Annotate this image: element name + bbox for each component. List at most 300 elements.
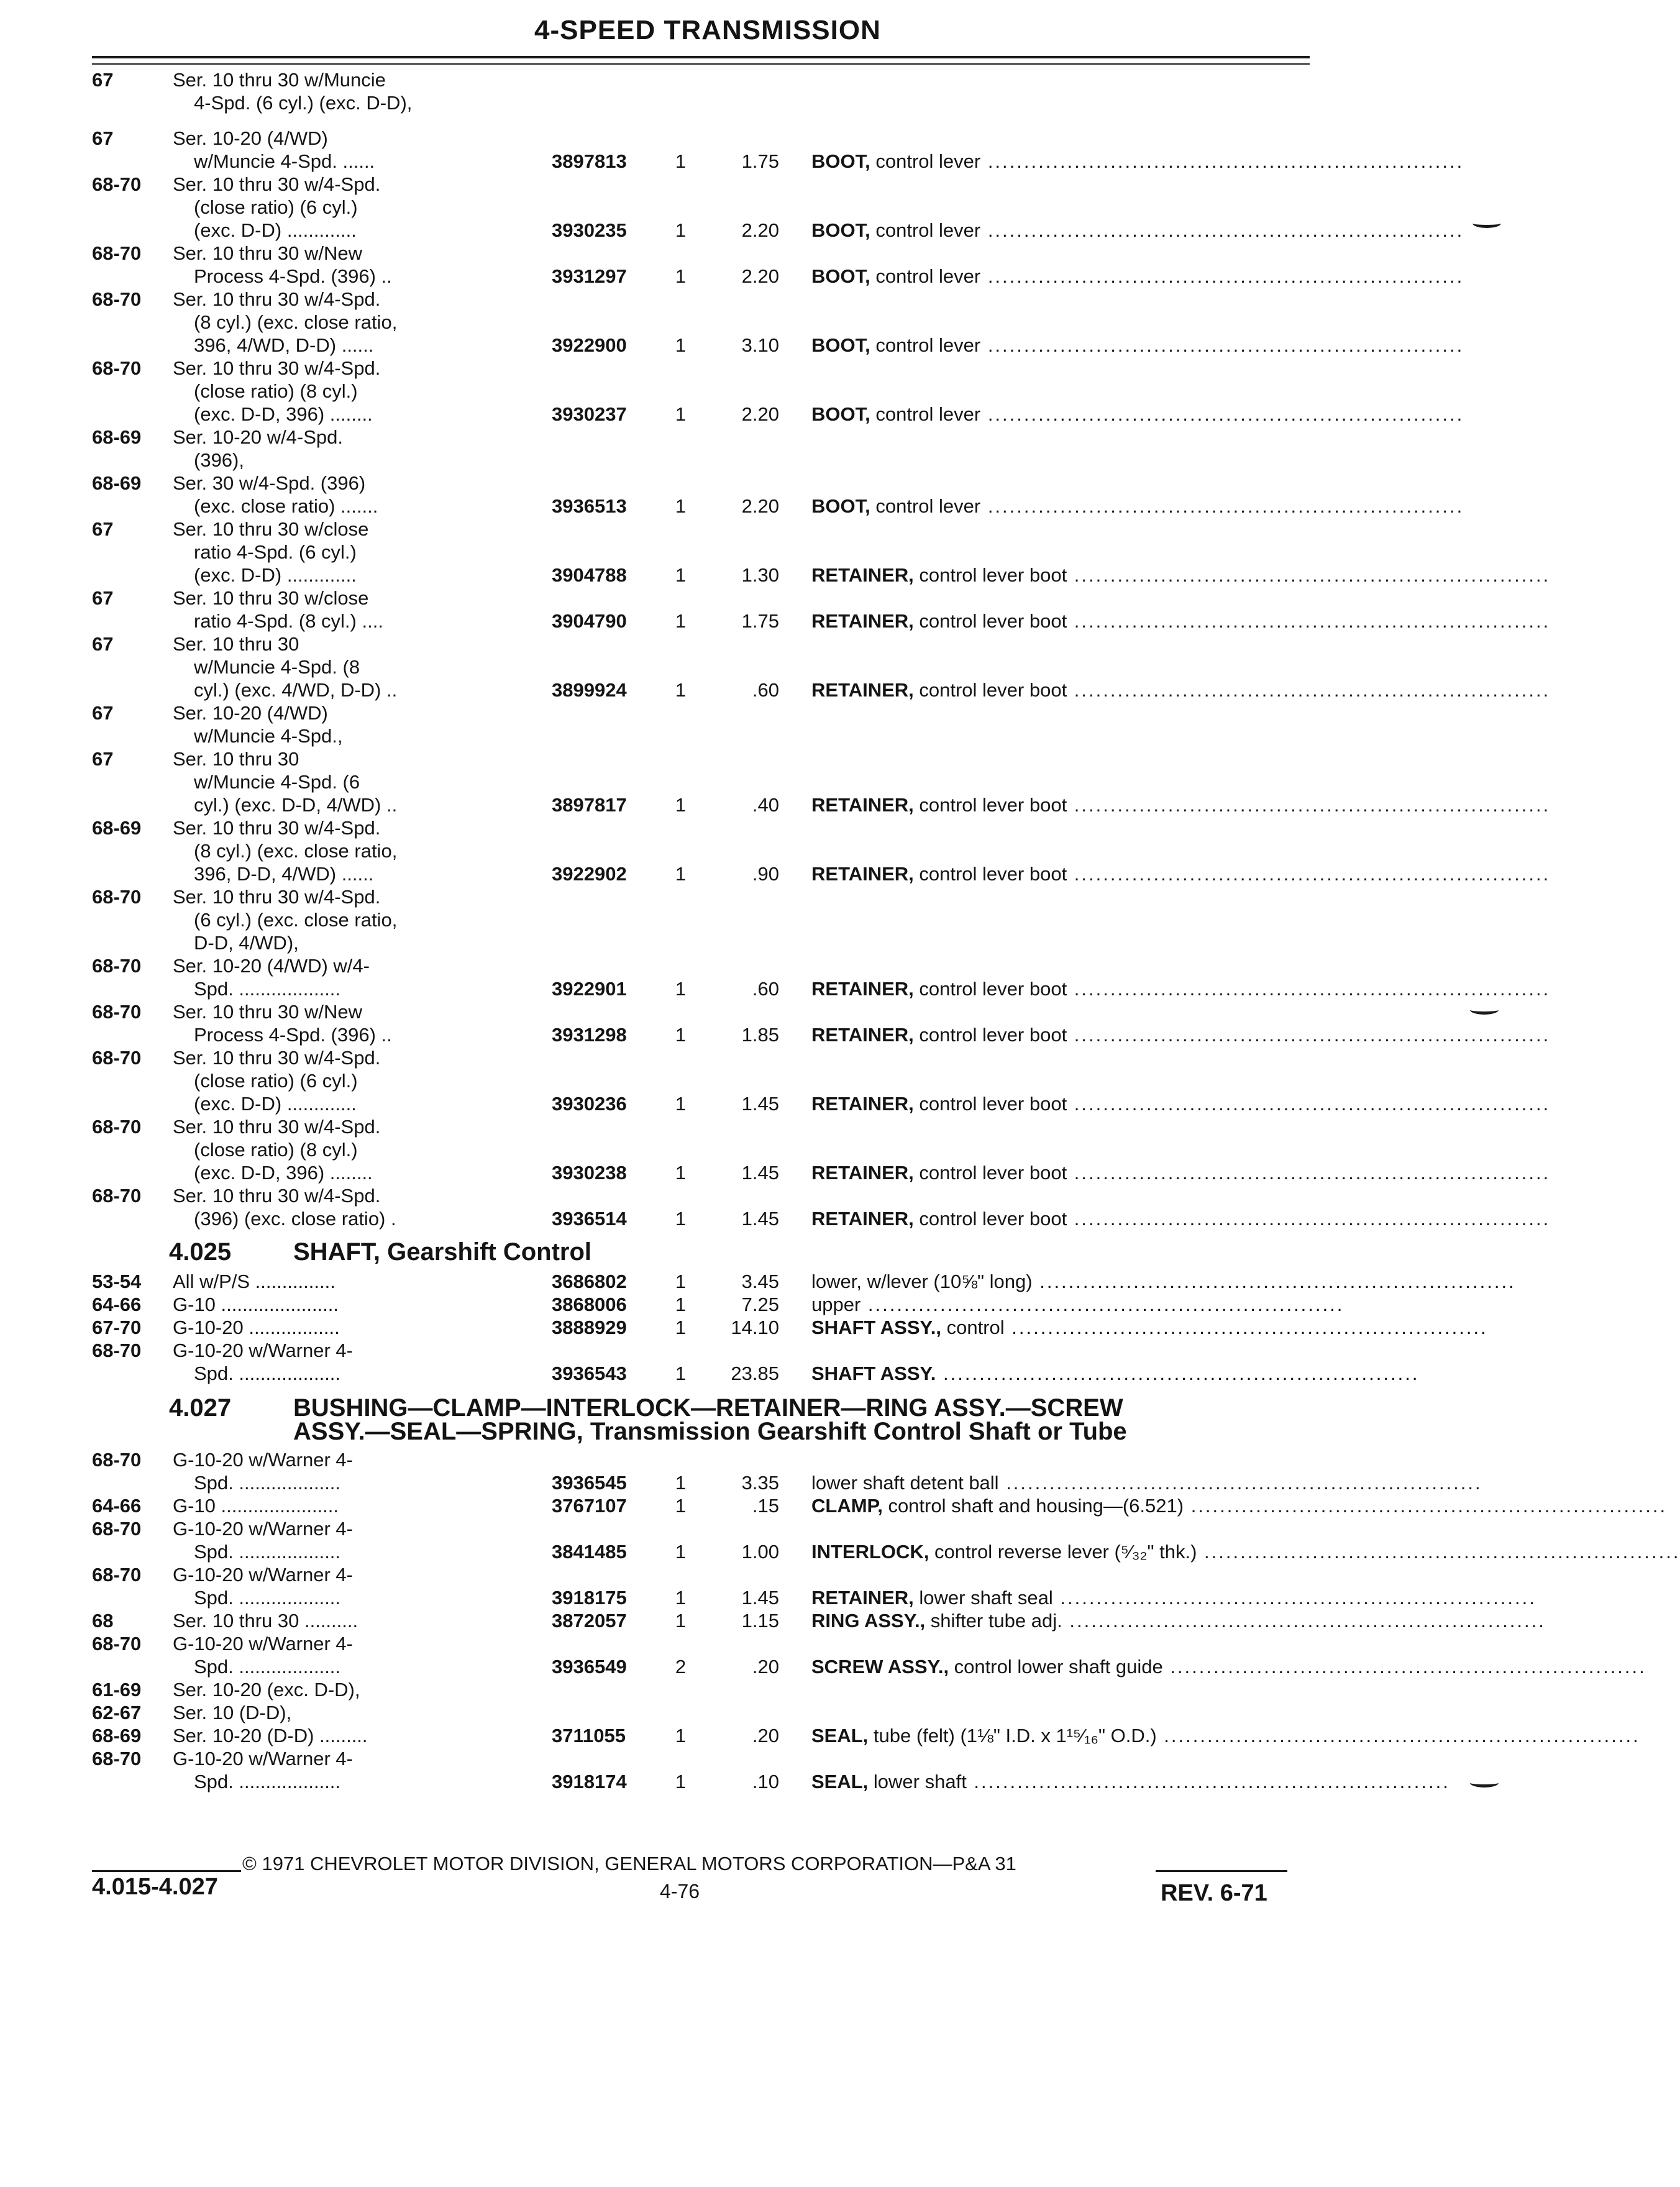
part-description xyxy=(794,1471,1533,1494)
part-description xyxy=(794,1339,1533,1362)
control-shaft-hardware-rows xyxy=(0,1448,1680,1793)
quantity: 1 xyxy=(675,1771,687,1792)
leader-dots: .................................................................. xyxy=(1067,1024,1551,1046)
quantity xyxy=(654,1069,707,1092)
part-row xyxy=(0,219,1571,242)
part-row xyxy=(0,1069,1571,1092)
model-years xyxy=(92,862,173,885)
model-years: 68-69 xyxy=(92,472,142,494)
quantity xyxy=(654,587,707,610)
model-years: 68-69 xyxy=(92,817,142,839)
part-number xyxy=(552,724,654,747)
model-years: 68-70 xyxy=(92,1047,142,1069)
application: Ser. 10 thru 30 w/4-Spd. xyxy=(173,173,381,195)
part-description xyxy=(794,173,1533,196)
part-row xyxy=(0,1207,1571,1230)
list-price xyxy=(707,472,794,495)
list-price xyxy=(707,1339,794,1362)
quantity xyxy=(654,196,707,219)
part-detail: control lever xyxy=(870,150,981,172)
list-price: 1.45 xyxy=(741,1162,779,1184)
leader-dots: .................................................................. xyxy=(1032,1271,1516,1292)
part-detail: control lever boot xyxy=(913,1093,1067,1115)
part-number xyxy=(552,839,654,862)
part-row xyxy=(0,196,1571,219)
part-row xyxy=(0,173,1571,196)
list-price: 1.45 xyxy=(741,1093,779,1115)
part-description xyxy=(794,1517,1533,1540)
part-name: RETAINER, xyxy=(811,610,914,632)
part-row xyxy=(0,1609,1571,1632)
application: (exc. D-D, 396) ........ xyxy=(194,1162,373,1184)
quantity: 1 xyxy=(675,1271,687,1292)
part-description xyxy=(794,885,1533,908)
part-row xyxy=(0,127,1571,150)
part-number xyxy=(552,1632,654,1655)
application: Process 4-Spd. (396) .. xyxy=(194,1024,392,1046)
part-number xyxy=(552,1069,654,1092)
part-number xyxy=(552,1701,654,1724)
quantity xyxy=(654,885,707,908)
quantity xyxy=(654,288,707,311)
model-years: 68-70 xyxy=(92,1449,142,1471)
part-name: CLAMP, xyxy=(811,1495,883,1517)
part-row xyxy=(0,380,1571,403)
part-detail: lower shaft seal xyxy=(913,1587,1053,1609)
binder-hole-mark xyxy=(1472,219,1501,228)
part-name: RETAINER, xyxy=(811,1024,914,1046)
leader-dots: .................................................................. xyxy=(936,1363,1420,1384)
application: (8 cyl.) (exc. close ratio, xyxy=(194,311,398,333)
application: Ser. 10 thru 30 w/Muncie xyxy=(173,69,386,91)
part-description xyxy=(794,541,1533,564)
leader-dots: .................................................................. xyxy=(966,1771,1450,1792)
part-detail: control lower shaft guide xyxy=(949,1656,1163,1678)
model-years: 68-70 xyxy=(92,1116,142,1138)
application: w/Muncie 4-Spd., xyxy=(194,725,343,747)
application: cyl.) (exc. 4/WD, D-D) .. xyxy=(194,679,398,701)
list-price: .60 xyxy=(752,679,779,701)
quantity: 1 xyxy=(675,610,687,632)
part-number: 3931298 xyxy=(552,1024,627,1046)
list-price xyxy=(707,68,794,91)
list-price xyxy=(707,587,794,610)
model-years xyxy=(92,1207,173,1230)
part-description xyxy=(794,334,1533,357)
section-code: 4.025 xyxy=(169,1238,232,1266)
quantity xyxy=(654,518,707,541)
part-row xyxy=(0,1339,1571,1362)
part-detail: control lever boot xyxy=(913,863,1067,885)
model-years: 68-70 xyxy=(92,1748,142,1769)
part-description xyxy=(794,1316,1533,1339)
list-price: 2.20 xyxy=(741,219,779,241)
list-price: .15 xyxy=(752,1495,779,1517)
leader-dots: .................................................................. xyxy=(1067,564,1551,586)
footer-revision: REV. 6-71 xyxy=(1161,1880,1267,1906)
part-row xyxy=(0,793,1571,816)
model-years: 64-66 xyxy=(92,1294,142,1315)
model-years xyxy=(92,541,173,564)
quantity: 1 xyxy=(675,564,687,586)
list-price: 3.45 xyxy=(741,1271,779,1292)
leader-dots: .................................................................. xyxy=(980,334,1464,356)
part-row xyxy=(0,288,1571,311)
quantity: 1 xyxy=(675,1294,687,1315)
part-description xyxy=(794,449,1533,472)
application: Ser. 10 thru 30 w/4-Spd. xyxy=(173,886,381,908)
list-price: 2.20 xyxy=(741,495,779,517)
leader-dots: .................................................................. xyxy=(861,1294,1344,1315)
quantity xyxy=(654,1115,707,1138)
model-years xyxy=(92,1586,173,1609)
list-price xyxy=(707,885,794,908)
part-number xyxy=(552,311,654,334)
part-detail: tube (felt) (1⅛" I.D. x 1¹⁵⁄₁₆" O.D.) xyxy=(868,1725,1157,1746)
part-row xyxy=(0,885,1571,908)
header-rule xyxy=(92,56,1310,58)
part-name: RETAINER, xyxy=(811,564,914,586)
model-years: 53-54 xyxy=(92,1271,142,1292)
part-number: 3922902 xyxy=(552,863,627,885)
part-description xyxy=(794,1362,1533,1385)
application: Ser. 10-20 (D-D) ......... xyxy=(173,1725,368,1746)
leader-dots: .................................................................. xyxy=(1067,1093,1551,1115)
list-price xyxy=(707,518,794,541)
part-number xyxy=(552,931,654,954)
list-price xyxy=(707,1138,794,1161)
section-title-line1: BUSHING—CLAMP—INTERLOCK—RETAINER—RING ASSY.—SCREW xyxy=(293,1394,1123,1422)
part-row xyxy=(0,1316,1571,1339)
quantity xyxy=(654,1046,707,1069)
part-number xyxy=(552,1046,654,1069)
parts-listing xyxy=(0,68,1680,1793)
quantity: 1 xyxy=(675,1495,687,1517)
model-years xyxy=(92,931,173,954)
quantity xyxy=(654,701,707,724)
part-name: BOOT, xyxy=(811,334,870,356)
quantity xyxy=(654,1701,707,1724)
quantity xyxy=(654,311,707,334)
leader-dots: .................................................................. xyxy=(1067,610,1551,632)
part-row xyxy=(0,1092,1571,1115)
quantity: 1 xyxy=(675,863,687,885)
application: Spd. ................... xyxy=(194,1472,341,1494)
part-detail: control xyxy=(941,1317,1005,1338)
part-description xyxy=(794,495,1533,518)
section-4025-heading xyxy=(0,1239,1571,1265)
part-name: RETAINER, xyxy=(811,794,914,816)
part-description xyxy=(794,724,1533,747)
part-detail: lower, w/lever (10⅝" long) xyxy=(811,1271,1033,1292)
part-number: 3930237 xyxy=(552,403,627,425)
model-years xyxy=(92,265,173,288)
part-description xyxy=(794,426,1533,449)
part-detail: control shaft and housing—(6.521) xyxy=(882,1495,1184,1517)
part-number: 3922900 xyxy=(552,334,627,356)
part-row xyxy=(0,724,1571,747)
part-row xyxy=(0,518,1571,541)
part-description xyxy=(794,1701,1533,1724)
part-number: 3930238 xyxy=(552,1162,627,1184)
section-code: 4.027 xyxy=(169,1394,232,1422)
part-row xyxy=(0,242,1571,265)
application: 396, 4/WD, D-D) ...... xyxy=(194,334,374,356)
quantity xyxy=(654,1563,707,1586)
footer-page-number: 4-76 xyxy=(660,1880,700,1902)
model-years: 67 xyxy=(92,587,114,609)
part-description xyxy=(794,1161,1551,1184)
quantity xyxy=(654,1517,707,1540)
part-name: RETAINER, xyxy=(811,1162,914,1184)
application: Ser. 10 thru 30 w/4-Spd. xyxy=(173,1185,381,1207)
part-description xyxy=(794,1724,1640,1747)
part-name: RETAINER, xyxy=(811,1208,914,1230)
part-row xyxy=(0,1000,1571,1023)
list-price: 7.25 xyxy=(741,1294,779,1315)
model-years: 68-70 xyxy=(92,288,142,310)
part-detail: control lever xyxy=(870,265,981,287)
footer-rule-right xyxy=(1156,1870,1287,1872)
part-name: SHAFT ASSY., xyxy=(811,1317,941,1338)
quantity xyxy=(654,908,707,931)
part-description xyxy=(794,1207,1551,1230)
list-price xyxy=(707,816,794,839)
part-description xyxy=(794,1586,1536,1609)
part-detail: control lever boot xyxy=(913,978,1067,1000)
part-description xyxy=(794,564,1551,587)
application: Ser. 10-20 (4/WD) xyxy=(173,702,328,724)
model-years xyxy=(92,908,173,931)
quantity xyxy=(654,1678,707,1701)
part-number xyxy=(552,954,654,977)
part-row xyxy=(0,150,1571,173)
list-price xyxy=(707,770,794,793)
quantity xyxy=(654,127,707,150)
part-description xyxy=(794,380,1533,403)
part-row xyxy=(0,954,1571,977)
model-years: 68-70 xyxy=(92,1564,142,1586)
part-description xyxy=(794,770,1533,793)
quantity: 1 xyxy=(675,1317,687,1338)
part-description xyxy=(794,1632,1533,1655)
part-name: RING ASSY., xyxy=(811,1610,926,1632)
part-row xyxy=(0,1701,1571,1724)
quantity xyxy=(654,91,707,114)
application: Spd. ................... xyxy=(194,1587,341,1609)
list-price xyxy=(707,1678,794,1701)
model-years: 67 xyxy=(92,633,114,655)
quantity: 1 xyxy=(675,1587,687,1609)
footer-copyright: © 1971 CHEVROLET MOTOR DIVISION, GENERAL MOTORS CORPORATION—P&A 31 xyxy=(242,1853,1016,1874)
part-description xyxy=(794,1655,1646,1678)
list-price: .20 xyxy=(752,1656,779,1678)
list-price xyxy=(707,1448,794,1471)
list-price xyxy=(707,632,794,655)
part-number xyxy=(552,127,654,150)
application: (6 cyl.) (exc. close ratio, xyxy=(194,909,398,931)
application: (exc. D-D) ............. xyxy=(194,564,357,586)
part-row xyxy=(0,541,1571,564)
list-price: .10 xyxy=(752,1771,779,1792)
list-price: .90 xyxy=(752,863,779,885)
application: Ser. 10 thru 30 w/New xyxy=(173,1001,362,1023)
quantity: 1 xyxy=(675,495,687,517)
list-price: 14.10 xyxy=(731,1317,779,1338)
model-years xyxy=(92,1092,173,1115)
model-years xyxy=(92,839,173,862)
leader-dots: .................................................................. xyxy=(1197,1541,1680,1563)
part-number: 3711055 xyxy=(552,1725,626,1746)
part-description xyxy=(794,908,1533,931)
part-number xyxy=(552,1678,654,1701)
quantity xyxy=(654,380,707,403)
list-price: 23.85 xyxy=(731,1363,779,1384)
part-description xyxy=(794,701,1533,724)
application: Ser. 10 (D-D), xyxy=(173,1702,292,1724)
application: (exc. D-D) ............. xyxy=(194,1093,357,1115)
part-description xyxy=(794,1293,1533,1316)
application: G-10-20 w/Warner 4- xyxy=(173,1633,353,1655)
quantity xyxy=(654,1747,707,1770)
application: (exc. D-D, 396) ........ xyxy=(194,403,373,425)
application: Ser. 30 w/4-Spd. (396) xyxy=(173,472,366,494)
quantity xyxy=(654,1339,707,1362)
part-description xyxy=(794,265,1533,288)
list-price: 3.10 xyxy=(741,334,779,356)
application: Ser. 10-20 w/4-Spd. xyxy=(173,426,343,448)
list-price xyxy=(707,196,794,219)
part-name: RETAINER, xyxy=(811,1587,914,1609)
part-row xyxy=(0,1362,1571,1385)
part-name: SEAL, xyxy=(811,1725,869,1746)
part-number: 3936543 xyxy=(552,1363,627,1384)
application: (396) (exc. close ratio) . xyxy=(194,1208,396,1230)
application: G-10-20 ................. xyxy=(173,1317,340,1338)
list-price xyxy=(707,1632,794,1655)
leader-dots: .................................................................. xyxy=(1052,1587,1536,1609)
model-years xyxy=(92,610,173,632)
model-years: 68-70 xyxy=(92,357,142,379)
list-price: .40 xyxy=(752,794,779,816)
list-price xyxy=(707,1184,794,1207)
application: Ser. 10 thru 30 .......... xyxy=(173,1610,358,1632)
application: cyl.) (exc. D-D, 4/WD) .. xyxy=(194,794,398,816)
quantity xyxy=(654,632,707,655)
part-description xyxy=(794,1023,1551,1046)
list-price: 1.75 xyxy=(741,610,779,632)
part-number xyxy=(552,1339,654,1362)
part-number: 3936549 xyxy=(552,1656,627,1678)
quantity: 1 xyxy=(675,1610,687,1632)
part-row xyxy=(0,1678,1571,1701)
section-title: SHAFT, Gearshift Control xyxy=(293,1238,592,1266)
part-description xyxy=(794,931,1533,954)
list-price xyxy=(707,1115,794,1138)
list-price xyxy=(707,1046,794,1069)
list-price xyxy=(707,1069,794,1092)
part-row xyxy=(0,701,1571,724)
list-price: 1.00 xyxy=(741,1541,779,1563)
part-detail: control lever boot xyxy=(913,1208,1067,1230)
part-number: 3686802 xyxy=(552,1271,627,1292)
part-detail: control lever boot xyxy=(913,794,1067,816)
part-number: 3897813 xyxy=(552,150,627,172)
part-row xyxy=(0,839,1571,862)
quantity xyxy=(654,839,707,862)
quantity xyxy=(654,1000,707,1023)
application: (close ratio) (6 cyl.) xyxy=(194,1070,358,1092)
part-number xyxy=(552,1000,654,1023)
quantity: 1 xyxy=(675,334,687,356)
application: All w/P/S ............... xyxy=(173,1271,336,1292)
part-number xyxy=(552,426,654,449)
row-gap xyxy=(0,114,1571,127)
quantity xyxy=(654,1632,707,1655)
part-description xyxy=(794,1563,1533,1586)
application: G-10-20 w/Warner 4- xyxy=(173,1449,353,1471)
model-years xyxy=(92,564,173,587)
quantity: 1 xyxy=(675,1541,687,1563)
application: (close ratio) (6 cyl.) xyxy=(194,196,358,218)
part-row xyxy=(0,632,1571,655)
part-number xyxy=(552,1115,654,1138)
part-description xyxy=(794,977,1551,1000)
part-description xyxy=(794,1138,1533,1161)
model-years: 62-67 xyxy=(92,1702,142,1724)
application: (close ratio) (8 cyl.) xyxy=(194,1139,358,1161)
list-price: 1.85 xyxy=(741,1024,779,1046)
part-row xyxy=(0,1517,1571,1540)
quantity: 1 xyxy=(675,794,687,816)
list-price xyxy=(707,655,794,678)
part-row xyxy=(0,403,1571,426)
part-description xyxy=(794,1770,1533,1793)
part-detail: lower shaft detent ball xyxy=(811,1472,999,1494)
quantity xyxy=(654,541,707,564)
part-row xyxy=(0,1046,1571,1069)
quantity: 1 xyxy=(675,1024,687,1046)
list-price xyxy=(707,1563,794,1586)
list-price xyxy=(707,242,794,265)
part-number: 3899924 xyxy=(552,679,627,701)
list-price xyxy=(707,426,794,449)
part-number xyxy=(552,288,654,311)
quantity: 1 xyxy=(675,1725,687,1746)
part-name: BOOT, xyxy=(811,495,870,517)
part-row xyxy=(0,357,1571,380)
part-detail: control reverse lever (⁵⁄₃₂" thk.) xyxy=(929,1541,1197,1563)
part-description xyxy=(794,311,1533,334)
footer-rule-left xyxy=(92,1870,241,1872)
model-years xyxy=(92,219,173,242)
model-years: 68-70 xyxy=(92,1001,142,1023)
part-description xyxy=(794,68,1533,91)
part-number: 3904788 xyxy=(552,564,627,586)
part-number xyxy=(552,68,654,91)
part-row xyxy=(0,1540,1680,1563)
part-number xyxy=(552,908,654,931)
part-row xyxy=(0,1161,1571,1184)
part-description xyxy=(794,1678,1533,1701)
model-years xyxy=(92,311,173,334)
part-row xyxy=(0,1494,1668,1517)
part-row xyxy=(0,1471,1571,1494)
leader-dots: .................................................................. xyxy=(1062,1610,1546,1632)
part-row xyxy=(0,68,1571,91)
leader-dots: .................................................................. xyxy=(1067,794,1551,816)
leader-dots: .................................................................. xyxy=(980,219,1464,241)
